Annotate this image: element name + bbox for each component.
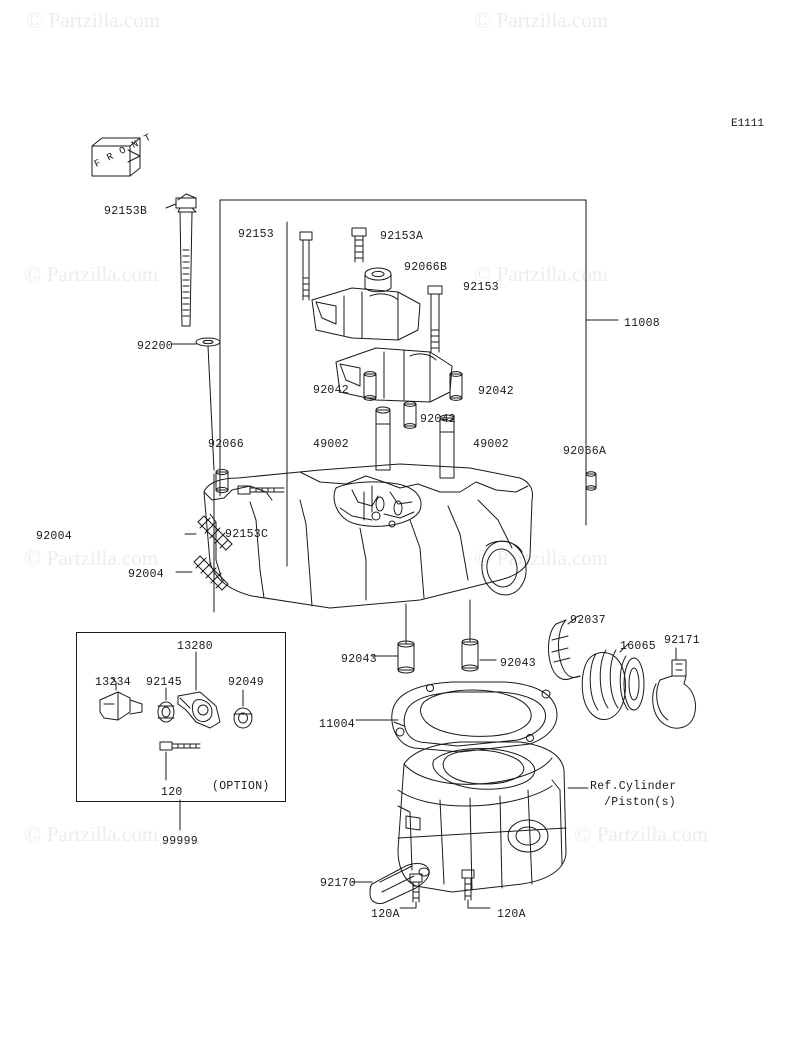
callout-92042-right[interactable]: 92042 [478,385,515,398]
camshaft-cap-front [312,268,420,340]
callout-92043-right[interactable]: 92043 [500,657,537,670]
reference-note-line1: Ref.Cylinder [590,780,677,793]
intake-holder-16065 [582,650,644,720]
callout-92037[interactable]: 92037 [570,614,607,627]
callout-92200[interactable]: 92200 [137,340,174,353]
callout-13234[interactable]: 13234 [95,676,132,689]
option-group-box [76,632,286,802]
clamp-92037 [549,620,580,680]
watermark: © Partzilla.com [474,546,609,571]
watermark: © Partzilla.com [24,546,159,571]
callout-92145[interactable]: 92145 [146,676,183,689]
callout-92153A[interactable]: 92153A [380,230,424,243]
callout-92153B[interactable]: 92153B [104,205,148,218]
bolt-92153-left [300,232,312,300]
callout-11008[interactable]: 11008 [624,317,661,330]
callout-92153-2[interactable]: 92153 [463,281,500,294]
dowel-92042-left [364,372,376,401]
callout-13280[interactable]: 13280 [177,640,214,653]
callout-92004-2[interactable]: 92004 [128,568,165,581]
callout-92153[interactable]: 92153 [238,228,275,241]
diagram-id: E1111 [730,118,764,130]
camshaft-cap-rear [336,348,452,402]
valve-guide-49002-left [376,407,390,470]
callout-92043-left[interactable]: 92043 [341,653,378,666]
callout-92066A[interactable]: 92066A [563,445,607,458]
washer-92200 [196,338,220,346]
callout-92004-1[interactable]: 92004 [36,530,73,543]
callout-99999[interactable]: 99999 [162,835,199,848]
dowel-92043-right [462,639,478,671]
callout-11004[interactable]: 11004 [319,718,356,731]
plug-92066A [586,472,596,490]
bolt-92153B [176,194,196,326]
callout-120A-right[interactable]: 120A [497,908,526,921]
callout-16065[interactable]: 16065 [620,640,657,653]
dowel-92043-left [398,641,414,673]
option-label: (OPTION) [212,780,270,793]
callout-92042-center[interactable]: 92042 [420,413,457,426]
watermark: © Partzilla.com [474,262,609,287]
front-arrow-label: F R O N T [92,132,155,171]
callout-49002-right[interactable]: 49002 [473,438,510,451]
watermark: © Partzilla.com [24,822,159,847]
callout-120A-left[interactable]: 120A [371,908,400,921]
watermark: © Partzilla.com [24,262,159,287]
callout-92066[interactable]: 92066 [208,438,245,451]
callout-92153C[interactable]: 92153C [225,528,269,541]
dowel-92042-center [404,402,416,429]
cylinder-block-reference [398,742,566,892]
stud-92004-lower [194,556,228,590]
bolt-92153-right [428,286,442,352]
callout-92066B[interactable]: 92066B [404,261,448,274]
clamp-92171 [653,660,696,728]
callout-92042-left[interactable]: 92042 [313,384,350,397]
watermark: © Partzilla.com [26,8,161,33]
watermark: © Partzilla.com [474,8,609,33]
callout-92049[interactable]: 92049 [228,676,265,689]
callout-120[interactable]: 120 [161,786,183,799]
callout-92171[interactable]: 92171 [664,634,701,647]
watermark: © Partzilla.com [574,822,709,847]
dowel-92042-right [450,372,462,401]
reference-note-line2: /Piston(s) [604,796,677,809]
bolt-92153A [352,228,366,262]
callout-49002-left[interactable]: 49002 [313,438,350,451]
clamp-92170 [370,864,429,904]
callout-92170[interactable]: 92170 [320,877,357,890]
